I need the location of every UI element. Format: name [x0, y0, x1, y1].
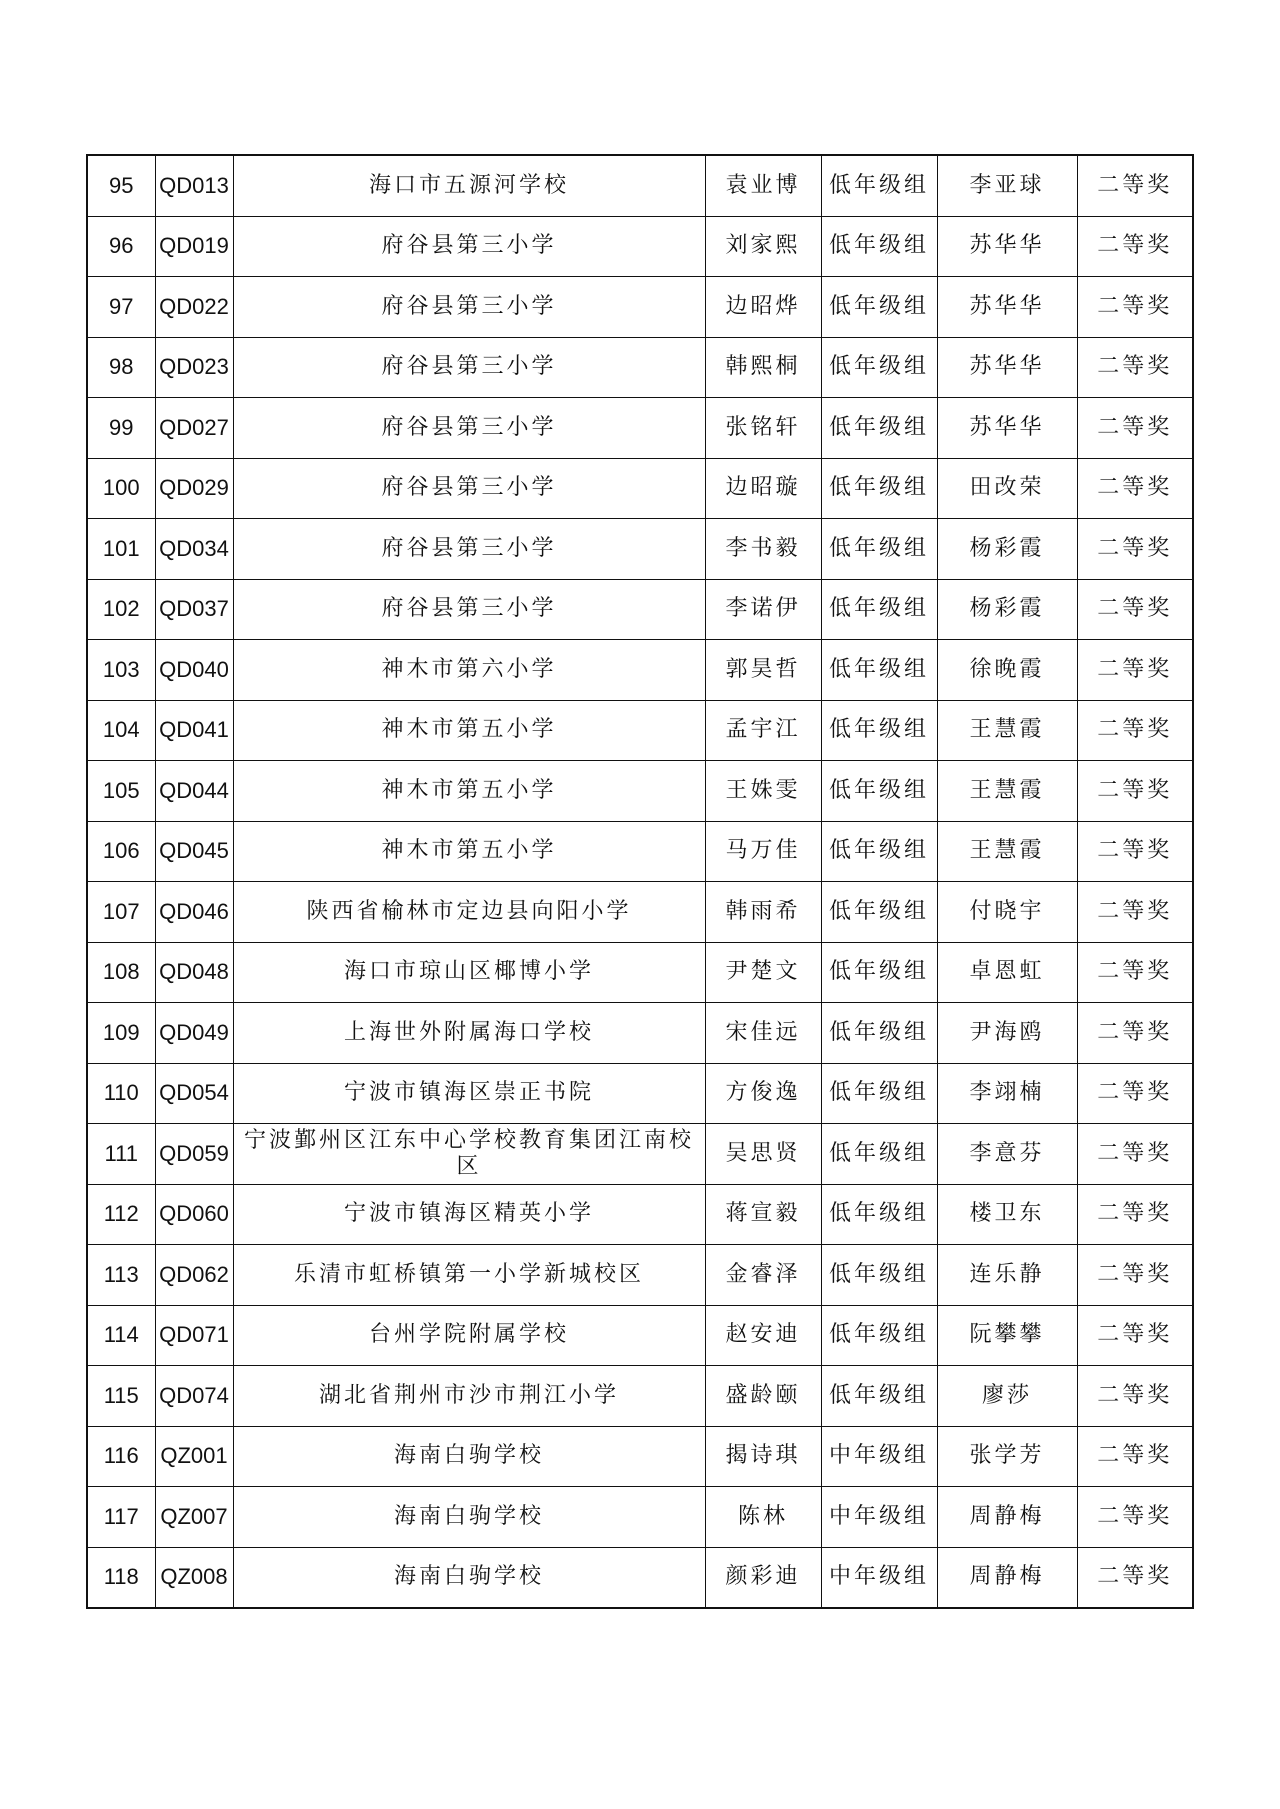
cell-code: QD034 — [155, 519, 233, 580]
cell-teacher: 李翊楠 — [937, 1063, 1077, 1124]
cell-number: 96 — [87, 216, 155, 277]
cell-teacher: 徐晚霞 — [937, 640, 1077, 701]
cell-teacher: 王慧霞 — [937, 821, 1077, 882]
cell-student-name: 吴思贤 — [705, 1124, 821, 1185]
cell-teacher: 王慧霞 — [937, 700, 1077, 761]
cell-award: 二等奖 — [1077, 1184, 1193, 1245]
cell-number: 108 — [87, 942, 155, 1003]
cell-school: 神木市第五小学 — [233, 700, 705, 761]
award-table-body — [87, 155, 1193, 1608]
cell-award: 二等奖 — [1077, 1426, 1193, 1487]
cell-student-name: 郭昊哲 — [705, 640, 821, 701]
cell-teacher: 苏华华 — [937, 398, 1077, 459]
cell-code: QD046 — [155, 882, 233, 943]
cell-student-name: 王姝雯 — [705, 761, 821, 822]
cell-award: 二等奖 — [1077, 216, 1193, 277]
cell-group: 低年级组 — [821, 821, 937, 882]
cell-student-name: 边昭璇 — [705, 458, 821, 519]
cell-school: 湖北省荆州市沙市荆江小学 — [233, 1366, 705, 1427]
cell-award: 二等奖 — [1077, 155, 1193, 216]
cell-number: 107 — [87, 882, 155, 943]
cell-school: 府谷县第三小学 — [233, 277, 705, 338]
cell-number: 111 — [87, 1124, 155, 1185]
cell-student-name: 韩熙桐 — [705, 337, 821, 398]
table-row — [87, 579, 1193, 640]
cell-school: 府谷县第三小学 — [233, 337, 705, 398]
cell-code: QZ008 — [155, 1547, 233, 1608]
cell-group: 低年级组 — [821, 1063, 937, 1124]
cell-code: QD040 — [155, 640, 233, 701]
cell-school: 府谷县第三小学 — [233, 216, 705, 277]
cell-teacher: 卓恩虹 — [937, 942, 1077, 1003]
table-row — [87, 1305, 1193, 1366]
cell-teacher: 尹海鸥 — [937, 1003, 1077, 1064]
cell-student-name: 刘家熙 — [705, 216, 821, 277]
cell-number: 109 — [87, 1003, 155, 1064]
cell-number: 117 — [87, 1487, 155, 1548]
cell-student-name: 李书毅 — [705, 519, 821, 580]
cell-code: QD037 — [155, 579, 233, 640]
cell-code: QD074 — [155, 1366, 233, 1427]
cell-number: 105 — [87, 761, 155, 822]
cell-group: 低年级组 — [821, 337, 937, 398]
cell-teacher: 阮攀攀 — [937, 1305, 1077, 1366]
cell-student-name: 赵安迪 — [705, 1305, 821, 1366]
cell-group: 低年级组 — [821, 1003, 937, 1064]
cell-student-name: 颜彩迪 — [705, 1547, 821, 1608]
cell-code: QD048 — [155, 942, 233, 1003]
cell-school: 海口市五源河学校 — [233, 155, 705, 216]
table-row — [87, 1547, 1193, 1608]
cell-award: 二等奖 — [1077, 458, 1193, 519]
cell-teacher: 苏华华 — [937, 277, 1077, 338]
table-row — [87, 519, 1193, 580]
cell-code: QD054 — [155, 1063, 233, 1124]
cell-teacher: 李意芬 — [937, 1124, 1077, 1185]
cell-award: 二等奖 — [1077, 398, 1193, 459]
cell-school: 海南白驹学校 — [233, 1547, 705, 1608]
cell-number: 103 — [87, 640, 155, 701]
table-row — [87, 942, 1193, 1003]
table-row — [87, 458, 1193, 519]
cell-student-name: 蒋宣毅 — [705, 1184, 821, 1245]
cell-student-name: 韩雨希 — [705, 882, 821, 943]
cell-group: 低年级组 — [821, 579, 937, 640]
cell-award: 二等奖 — [1077, 519, 1193, 580]
cell-student-name: 边昭烨 — [705, 277, 821, 338]
cell-award: 二等奖 — [1077, 1003, 1193, 1064]
cell-teacher: 周静梅 — [937, 1547, 1077, 1608]
cell-school: 海南白驹学校 — [233, 1487, 705, 1548]
cell-code: QD013 — [155, 155, 233, 216]
cell-award: 二等奖 — [1077, 942, 1193, 1003]
cell-code: QD029 — [155, 458, 233, 519]
table-row — [87, 882, 1193, 943]
table-row — [87, 398, 1193, 459]
cell-award: 二等奖 — [1077, 821, 1193, 882]
cell-school: 府谷县第三小学 — [233, 579, 705, 640]
cell-award: 二等奖 — [1077, 1487, 1193, 1548]
table-row — [87, 700, 1193, 761]
cell-number: 110 — [87, 1063, 155, 1124]
table-row — [87, 821, 1193, 882]
cell-code: QZ007 — [155, 1487, 233, 1548]
cell-number: 112 — [87, 1184, 155, 1245]
cell-teacher: 杨彩霞 — [937, 579, 1077, 640]
cell-award: 二等奖 — [1077, 277, 1193, 338]
cell-group: 低年级组 — [821, 155, 937, 216]
cell-number: 114 — [87, 1305, 155, 1366]
cell-group: 低年级组 — [821, 1366, 937, 1427]
cell-group: 低年级组 — [821, 216, 937, 277]
cell-group: 低年级组 — [821, 942, 937, 1003]
table-row — [87, 1366, 1193, 1427]
table-row — [87, 1426, 1193, 1487]
cell-school: 府谷县第三小学 — [233, 519, 705, 580]
cell-award: 二等奖 — [1077, 337, 1193, 398]
cell-number: 113 — [87, 1245, 155, 1306]
cell-teacher: 廖莎 — [937, 1366, 1077, 1427]
cell-number: 102 — [87, 579, 155, 640]
cell-group: 低年级组 — [821, 277, 937, 338]
cell-group: 低年级组 — [821, 640, 937, 701]
cell-group: 低年级组 — [821, 398, 937, 459]
cell-number: 101 — [87, 519, 155, 580]
cell-number: 100 — [87, 458, 155, 519]
cell-award: 二等奖 — [1077, 1063, 1193, 1124]
cell-group: 低年级组 — [821, 761, 937, 822]
cell-group: 低年级组 — [821, 458, 937, 519]
cell-school: 神木市第五小学 — [233, 821, 705, 882]
cell-student-name: 方俊逸 — [705, 1063, 821, 1124]
cell-student-name: 尹楚文 — [705, 942, 821, 1003]
cell-code: QD022 — [155, 277, 233, 338]
cell-school: 上海世外附属海口学校 — [233, 1003, 705, 1064]
cell-number: 116 — [87, 1426, 155, 1487]
cell-student-name: 马万佳 — [705, 821, 821, 882]
cell-award: 二等奖 — [1077, 1245, 1193, 1306]
cell-school: 神木市第六小学 — [233, 640, 705, 701]
cell-code: QD062 — [155, 1245, 233, 1306]
cell-award: 二等奖 — [1077, 640, 1193, 701]
cell-teacher: 杨彩霞 — [937, 519, 1077, 580]
cell-group: 低年级组 — [821, 1124, 937, 1185]
cell-number: 99 — [87, 398, 155, 459]
cell-teacher: 苏华华 — [937, 216, 1077, 277]
table-row — [87, 277, 1193, 338]
cell-group: 低年级组 — [821, 1245, 937, 1306]
cell-award: 二等奖 — [1077, 579, 1193, 640]
cell-teacher: 田改荣 — [937, 458, 1077, 519]
table-row — [87, 1184, 1193, 1245]
cell-student-name: 金睿泽 — [705, 1245, 821, 1306]
cell-number: 97 — [87, 277, 155, 338]
cell-award: 二等奖 — [1077, 1305, 1193, 1366]
cell-school: 宁波市镇海区崇正书院 — [233, 1063, 705, 1124]
cell-school: 府谷县第三小学 — [233, 458, 705, 519]
cell-teacher: 张学芳 — [937, 1426, 1077, 1487]
cell-student-name: 孟宇江 — [705, 700, 821, 761]
cell-teacher: 苏华华 — [937, 337, 1077, 398]
table-row — [87, 1245, 1193, 1306]
cell-teacher: 王慧霞 — [937, 761, 1077, 822]
award-table — [86, 154, 1194, 1609]
cell-student-name: 揭诗琪 — [705, 1426, 821, 1487]
cell-group: 低年级组 — [821, 700, 937, 761]
cell-number: 104 — [87, 700, 155, 761]
table-row — [87, 216, 1193, 277]
cell-group: 低年级组 — [821, 1184, 937, 1245]
cell-number: 118 — [87, 1547, 155, 1608]
cell-school: 台州学院附属学校 — [233, 1305, 705, 1366]
cell-group: 中年级组 — [821, 1487, 937, 1548]
cell-code: QD045 — [155, 821, 233, 882]
cell-code: QD027 — [155, 398, 233, 459]
cell-code: QD019 — [155, 216, 233, 277]
cell-teacher: 周静梅 — [937, 1487, 1077, 1548]
cell-student-name: 盛龄颐 — [705, 1366, 821, 1427]
cell-award: 二等奖 — [1077, 882, 1193, 943]
table-row — [87, 640, 1193, 701]
cell-school: 宁波鄞州区江东中心学校教育集团江南校区 — [233, 1124, 705, 1185]
table-row — [87, 761, 1193, 822]
cell-award: 二等奖 — [1077, 1366, 1193, 1427]
table-row — [87, 1063, 1193, 1124]
cell-group: 低年级组 — [821, 882, 937, 943]
cell-number: 115 — [87, 1366, 155, 1427]
cell-teacher: 连乐静 — [937, 1245, 1077, 1306]
cell-teacher: 楼卫东 — [937, 1184, 1077, 1245]
cell-group: 低年级组 — [821, 519, 937, 580]
cell-award: 二等奖 — [1077, 1547, 1193, 1608]
cell-student-name: 陈林 — [705, 1487, 821, 1548]
cell-code: QD071 — [155, 1305, 233, 1366]
cell-school: 海南白驹学校 — [233, 1426, 705, 1487]
cell-student-name: 袁业博 — [705, 155, 821, 216]
cell-code: QD060 — [155, 1184, 233, 1245]
cell-school: 宁波市镇海区精英小学 — [233, 1184, 705, 1245]
cell-teacher: 付晓宇 — [937, 882, 1077, 943]
cell-award: 二等奖 — [1077, 1124, 1193, 1185]
cell-student-name: 李诺伊 — [705, 579, 821, 640]
cell-code: QD041 — [155, 700, 233, 761]
cell-school: 府谷县第三小学 — [233, 398, 705, 459]
cell-teacher: 李亚球 — [937, 155, 1077, 216]
table-row — [87, 337, 1193, 398]
table-row — [87, 1487, 1193, 1548]
cell-student-name: 宋佳远 — [705, 1003, 821, 1064]
cell-number: 106 — [87, 821, 155, 882]
cell-student-name: 张铭轩 — [705, 398, 821, 459]
cell-code: QZ001 — [155, 1426, 233, 1487]
cell-group: 中年级组 — [821, 1426, 937, 1487]
cell-number: 98 — [87, 337, 155, 398]
cell-group: 低年级组 — [821, 1305, 937, 1366]
cell-code: QD044 — [155, 761, 233, 822]
cell-number: 95 — [87, 155, 155, 216]
table-row — [87, 1003, 1193, 1064]
cell-code: QD049 — [155, 1003, 233, 1064]
cell-school: 乐清市虹桥镇第一小学新城校区 — [233, 1245, 705, 1306]
cell-school: 海口市琼山区椰博小学 — [233, 942, 705, 1003]
table-row — [87, 1124, 1193, 1185]
cell-group: 中年级组 — [821, 1547, 937, 1608]
cell-school: 神木市第五小学 — [233, 761, 705, 822]
cell-award: 二等奖 — [1077, 761, 1193, 822]
cell-code: QD059 — [155, 1124, 233, 1185]
cell-code: QD023 — [155, 337, 233, 398]
cell-school: 陕西省榆林市定边县向阳小学 — [233, 882, 705, 943]
cell-award: 二等奖 — [1077, 700, 1193, 761]
table-row — [87, 155, 1193, 216]
